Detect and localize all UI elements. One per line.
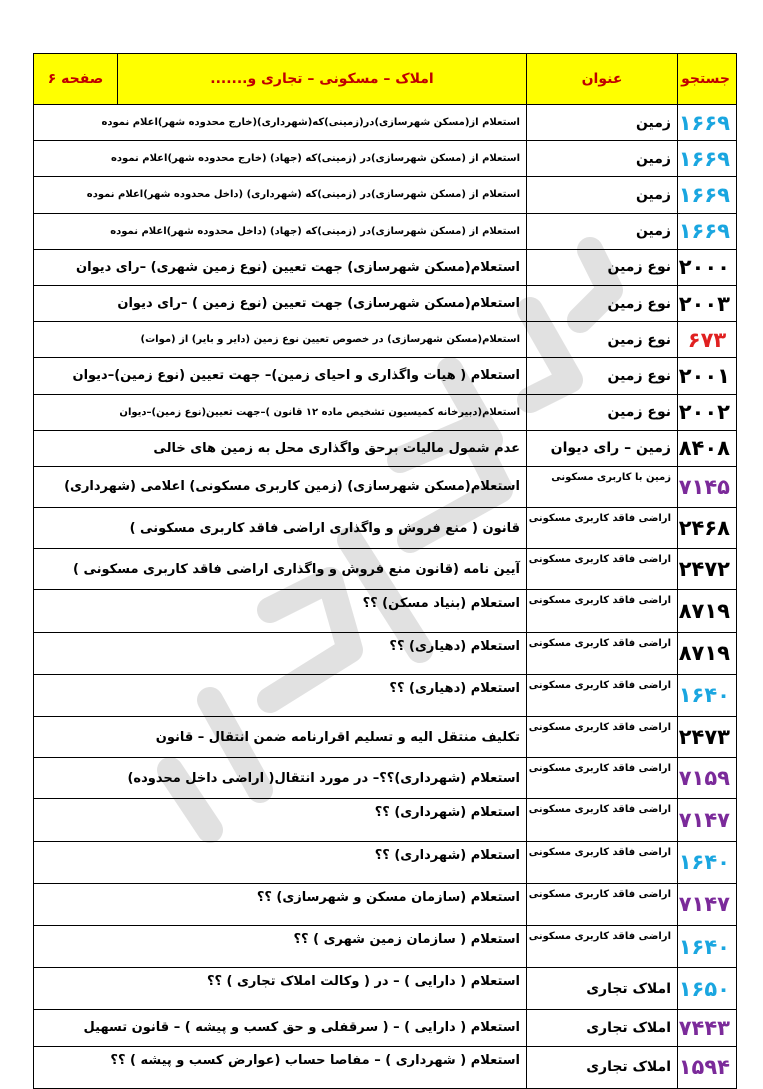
row-description: استعلام ( دارایی ) – در ( وکالت املاک تجاری ) ؟؟ xyxy=(34,968,527,1010)
row-description: استعلام ( شهرداری ) – مفاصا حساب (عوارض کسب و پیشه ) ؟؟ xyxy=(34,1046,527,1088)
row-number: ۱۶۵۰ xyxy=(678,968,737,1010)
row-description: استعلام ( هیات واگذاری و احیای زمین)– جهت تعیین (نوع زمین)–دیوان xyxy=(34,358,527,394)
row-title: اراضی فاقد کاربری مسکونی xyxy=(527,632,678,674)
row-title: اراضی فاقد کاربری مسکونی xyxy=(527,549,678,590)
row-title: املاک تجاری xyxy=(527,1010,678,1046)
row-title: اراضی فاقد کاربری مسکونی xyxy=(527,925,678,967)
row-description: استعلام از (مسکن شهرسازی)در (زمینی)که (شهرداری) (داخل محدوده شهر)اعلام نموده xyxy=(34,177,527,213)
row-description: استعلام(مسکن شهرسازی) جهت تعیین (نوع زمین شهری) –رای دیوان xyxy=(34,249,527,285)
row-description: استعلام (شهرداری) ؟؟ xyxy=(34,841,527,883)
row-title: اراضی فاقد کاربری مسکونی xyxy=(527,799,678,841)
row-description: استعلام(مسکن شهرسازی) (زمین کاربری مسکونی) اعلامی (شهرداری) xyxy=(34,466,527,507)
row-number: ۷۱۴۷ xyxy=(678,799,737,841)
row-title: نوع زمین xyxy=(527,394,678,430)
row-title: زمین xyxy=(527,177,678,213)
row-number: ۱۶۴۰ xyxy=(678,674,737,716)
table-row xyxy=(34,968,737,1010)
row-number: ۶۷۳ xyxy=(678,322,737,358)
table-row xyxy=(34,883,737,925)
row-description: تکلیف منتقل الیه و تسلیم اقرارنامه ضمن انتقال – قانون xyxy=(34,717,527,758)
table-row xyxy=(34,249,737,285)
table-row xyxy=(34,590,737,632)
header-category: املاک – مسکونی – تجاری و....... xyxy=(118,54,527,105)
row-title: زمین xyxy=(527,105,678,141)
row-title: نوع زمین xyxy=(527,285,678,321)
row-number: ۱۶۶۹ xyxy=(678,141,737,177)
row-title: زمین با کاربری مسکونی xyxy=(527,466,678,507)
row-title: نوع زمین xyxy=(527,358,678,394)
index-table xyxy=(33,53,737,1089)
table-row xyxy=(34,925,737,967)
row-title: اراضی فاقد کاربری مسکونی xyxy=(527,841,678,883)
row-number: ۷۱۵۹ xyxy=(678,758,737,799)
row-description: عدم شمول مالیات برحق واگذاری محل به زمین های خالی xyxy=(34,430,527,466)
row-number: ۷۴۴۳ xyxy=(678,1010,737,1046)
row-number: ۲۴۶۸ xyxy=(678,508,737,549)
table-row xyxy=(34,213,737,249)
row-description: استعلام(مسکن شهرسازی) جهت تعیین (نوع زمین ) –رای دیوان xyxy=(34,285,527,321)
row-description: استعلام از (مسکن شهرسازی)در (زمینی)که (جهاد) (خارج محدوده شهر)اعلام نموده xyxy=(34,141,527,177)
row-title: املاک تجاری xyxy=(527,968,678,1010)
table-row xyxy=(34,549,737,590)
row-number: ۷۱۴۵ xyxy=(678,466,737,507)
table-row xyxy=(34,358,737,394)
table-row xyxy=(34,430,737,466)
header-search: جستجو xyxy=(678,54,737,105)
row-title: اراضی فاقد کاربری مسکونی xyxy=(527,758,678,799)
row-title: نوع زمین xyxy=(527,249,678,285)
row-number: ۱۶۶۹ xyxy=(678,105,737,141)
row-title: زمین – رای دیوان xyxy=(527,430,678,466)
row-number: ۲۰۰۳ xyxy=(678,285,737,321)
row-description: استعلام (بنیاد مسکن) ؟؟ xyxy=(34,590,527,632)
table-row xyxy=(34,394,737,430)
row-number: ۱۶۴۰ xyxy=(678,925,737,967)
row-title: نوع زمین xyxy=(527,322,678,358)
row-number: ۱۶۴۰ xyxy=(678,841,737,883)
row-title: املاک تجاری xyxy=(527,1046,678,1088)
row-description: استعلام ( سازمان زمین شهری ) ؟؟ xyxy=(34,925,527,967)
table-row xyxy=(34,1010,737,1046)
row-number: ۱۶۶۹ xyxy=(678,177,737,213)
row-description: استعلام(دبیرخانه کمیسیون تشخیص ماده ۱۲ قانون )–جهت تعیین(نوع زمین)–دیوان xyxy=(34,394,527,430)
row-number: ۲۰۰۱ xyxy=(678,358,737,394)
table-row xyxy=(34,322,737,358)
header-row xyxy=(34,54,737,105)
table-row xyxy=(34,285,737,321)
row-number: ۲۰۰۰ xyxy=(678,249,737,285)
row-title: اراضی فاقد کاربری مسکونی xyxy=(527,674,678,716)
table-row xyxy=(34,508,737,549)
row-description: استعلام ( دارایی ) – ( سرقفلی و حق کسب و پیشه ) – قانون تسهیل xyxy=(34,1010,527,1046)
row-number: ۲۴۷۳ xyxy=(678,717,737,758)
row-description: استعلام(مسکن شهرسازی) در خصوص تعیین نوع زمین (دایر و بایر) از (موات) xyxy=(34,322,527,358)
row-title: اراضی فاقد کاربری مسکونی xyxy=(527,883,678,925)
header-subject: عنوان xyxy=(527,54,678,105)
table-row xyxy=(34,141,737,177)
header-page: صفحه ۶ xyxy=(34,54,118,105)
row-number: ۱۵۹۴ xyxy=(678,1046,737,1088)
row-description: استعلام (دهیاری) ؟؟ xyxy=(34,674,527,716)
table-row xyxy=(34,674,737,716)
row-number: ۲۰۰۲ xyxy=(678,394,737,430)
row-description: قانون ( منع فروش و واگذاری اراضی فاقد کاربری مسکونی ) xyxy=(34,508,527,549)
row-number: ۷۱۴۷ xyxy=(678,883,737,925)
table-row xyxy=(34,105,737,141)
table-row xyxy=(34,177,737,213)
row-title: اراضی فاقد کاربری مسکونی xyxy=(527,717,678,758)
row-description: آیین نامه (قانون منع فروش و واگذاری اراضی فاقد کاربری مسکونی ) xyxy=(34,549,527,590)
row-title: اراضی فاقد کاربری مسکونی xyxy=(527,508,678,549)
table-row xyxy=(34,758,737,799)
row-number: ۸۷۱۹ xyxy=(678,632,737,674)
row-description: استعلام (دهیاری) ؟؟ xyxy=(34,632,527,674)
row-number: ۸۷۱۹ xyxy=(678,590,737,632)
row-number: ۸۴۰۸ xyxy=(678,430,737,466)
row-description: استعلام از (مسکن شهرسازی)در (زمینی)که (جهاد) (داخل محدوده شهر)اعلام نموده xyxy=(34,213,527,249)
table-row xyxy=(34,799,737,841)
row-number: ۲۴۷۲ xyxy=(678,549,737,590)
table-row xyxy=(34,632,737,674)
row-description: استعلام (شهرداری) ؟؟ xyxy=(34,799,527,841)
row-description: استعلام (شهرداری)؟؟– در مورد انتقال( اراضی داخل محدوده) xyxy=(34,758,527,799)
table-row xyxy=(34,717,737,758)
table-row xyxy=(34,1046,737,1088)
table-row xyxy=(34,841,737,883)
row-title: زمین xyxy=(527,141,678,177)
row-description: استعلام از(مسکن شهرسازی)در(زمینی)که(شهرداری)(خارج محدوده شهر)اعلام نموده xyxy=(34,105,527,141)
row-title: اراضی فاقد کاربری مسکونی xyxy=(527,590,678,632)
row-title: زمین xyxy=(527,213,678,249)
table-row xyxy=(34,466,737,507)
row-description: استعلام (سازمان مسکن و شهرسازی) ؟؟ xyxy=(34,883,527,925)
row-number: ۱۶۶۹ xyxy=(678,213,737,249)
